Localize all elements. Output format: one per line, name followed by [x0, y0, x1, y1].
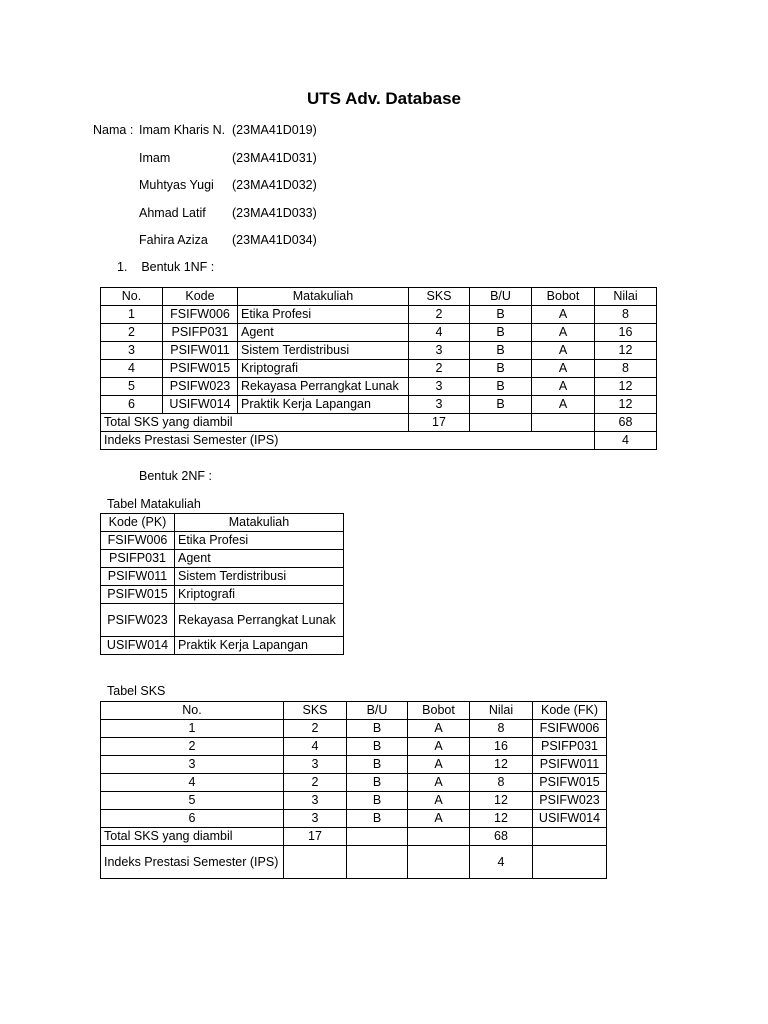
column-header: No.	[101, 288, 163, 306]
cell-bobot: A	[532, 306, 595, 324]
table-row	[101, 604, 344, 637]
cell-nilai: 8	[470, 774, 533, 792]
cell-bu: B	[347, 720, 408, 738]
column-header: B/U	[347, 702, 408, 720]
cell-no: 2	[101, 324, 163, 342]
total-label: Total SKS yang diambil	[101, 414, 409, 432]
cell-sks: 3	[284, 756, 347, 774]
column-header: Bobot	[408, 702, 470, 720]
ips-row	[101, 432, 657, 450]
cell-bu: B	[347, 810, 408, 828]
cell-bu: B	[347, 774, 408, 792]
cell-bu: B	[347, 792, 408, 810]
cell-kode: PSIFW015	[533, 774, 607, 792]
cell-kode: FSIFW006	[533, 720, 607, 738]
table-row	[101, 756, 607, 774]
cell-matakuliah: Kriptografi	[238, 360, 409, 378]
cell-kode: PSIFW023	[101, 604, 175, 637]
cell-nilai: 12	[470, 756, 533, 774]
table-row	[101, 774, 607, 792]
cell-no: 5	[101, 792, 284, 810]
column-header: Bobot	[532, 288, 595, 306]
cell-bobot: A	[408, 720, 470, 738]
cell-sks: 4	[409, 324, 470, 342]
table-row	[101, 342, 657, 360]
member-nim: (23MA41D034)	[232, 233, 317, 247]
cell-matakuliah: Sistem Terdistribusi	[175, 568, 344, 586]
table-row	[101, 360, 657, 378]
cell-no: 4	[101, 774, 284, 792]
column-header: Kode (PK)	[101, 514, 175, 532]
table-caption: Tabel SKS	[107, 684, 166, 698]
table-caption: Tabel Matakuliah	[107, 497, 201, 511]
total-nilai: 68	[595, 414, 657, 432]
cell-sks: 4	[284, 738, 347, 756]
column-header: Kode	[163, 288, 238, 306]
member-nim: (23MA41D032)	[232, 178, 317, 192]
table-row	[101, 550, 344, 568]
member-name: Imam	[139, 151, 171, 165]
cell-no: 3	[101, 756, 284, 774]
cell-matakuliah: Praktik Kerja Lapangan	[238, 396, 409, 414]
cell-matakuliah: Rekayasa Perrangkat Lunak	[175, 604, 344, 637]
empty-cell	[533, 828, 607, 846]
cell-kode: PSIFW011	[101, 568, 175, 586]
empty-cell	[347, 828, 408, 846]
table-row	[101, 396, 657, 414]
table-matakuliah	[100, 513, 344, 655]
cell-kode: PSIFW015	[101, 586, 175, 604]
cell-kode: PSIFW023	[163, 378, 238, 396]
cell-nilai: 8	[595, 306, 657, 324]
empty-cell	[408, 828, 470, 846]
cell-no: 6	[101, 396, 163, 414]
column-header: SKS	[284, 702, 347, 720]
cell-bobot: A	[408, 756, 470, 774]
cell-bu: B	[470, 378, 532, 396]
empty-cell	[532, 414, 595, 432]
cell-bu: B	[347, 756, 408, 774]
cell-sks: 2	[409, 306, 470, 324]
member-name: Fahira Aziza	[139, 233, 208, 247]
member-nim: (23MA41D033)	[232, 206, 317, 220]
table-header-row	[101, 702, 607, 720]
table-row	[101, 738, 607, 756]
cell-bobot: A	[532, 378, 595, 396]
cell-bobot: A	[408, 810, 470, 828]
cell-no: 6	[101, 810, 284, 828]
column-header: Nilai	[595, 288, 657, 306]
cell-sks: 3	[284, 792, 347, 810]
cell-bu: B	[470, 324, 532, 342]
cell-bu: B	[470, 360, 532, 378]
cell-bobot: A	[408, 738, 470, 756]
cell-sks: 2	[409, 360, 470, 378]
cell-kode: PSIFP031	[163, 324, 238, 342]
member-nim: (23MA41D031)	[232, 151, 317, 165]
table-row	[101, 532, 344, 550]
cell-sks: 3	[409, 396, 470, 414]
table-row	[101, 324, 657, 342]
table-header-row	[101, 514, 344, 532]
cell-kode: FSIFW006	[101, 532, 175, 550]
cell-sks: 2	[284, 720, 347, 738]
empty-cell	[470, 414, 532, 432]
cell-kode: USIFW014	[163, 396, 238, 414]
empty-cell	[533, 846, 607, 879]
cell-matakuliah: Sistem Terdistribusi	[238, 342, 409, 360]
document-title: UTS Adv. Database	[307, 89, 461, 108]
cell-no: 1	[101, 306, 163, 324]
table-row	[101, 792, 607, 810]
member-name: Muhtyas Yugi	[139, 178, 214, 192]
empty-cell	[408, 846, 470, 879]
empty-cell	[284, 846, 347, 879]
cell-nilai: 12	[595, 396, 657, 414]
cell-bobot: A	[532, 324, 595, 342]
column-header: Nilai	[470, 702, 533, 720]
member-nim: (23MA41D019)	[232, 123, 317, 137]
cell-bobot: A	[532, 396, 595, 414]
cell-nilai: 12	[595, 378, 657, 396]
cell-kode: FSIFW006	[163, 306, 238, 324]
cell-no: 3	[101, 342, 163, 360]
column-header: No.	[101, 702, 284, 720]
column-header: Kode (FK)	[533, 702, 607, 720]
table-1nf	[100, 287, 657, 450]
empty-cell	[347, 846, 408, 879]
member-name: Imam Kharis N.	[139, 123, 226, 137]
cell-nilai: 12	[595, 342, 657, 360]
cell-bobot: A	[532, 342, 595, 360]
cell-sks: 3	[284, 810, 347, 828]
cell-matakuliah: Praktik Kerja Lapangan	[175, 637, 344, 655]
column-header: Matakuliah	[175, 514, 344, 532]
column-header: Matakuliah	[238, 288, 409, 306]
total-row	[101, 828, 607, 846]
cell-sks: 3	[409, 378, 470, 396]
cell-nilai: 12	[470, 810, 533, 828]
cell-kode: PSIFW011	[163, 342, 238, 360]
total-sks: 17	[284, 828, 347, 846]
cell-kode: PSIFW015	[163, 360, 238, 378]
total-label: Total SKS yang diambil	[101, 828, 284, 846]
cell-kode: USIFW014	[533, 810, 607, 828]
cell-matakuliah: Etika Profesi	[238, 306, 409, 324]
table-row	[101, 306, 657, 324]
cell-sks: 2	[284, 774, 347, 792]
cell-no: 4	[101, 360, 163, 378]
column-header: B/U	[470, 288, 532, 306]
cell-bu: B	[347, 738, 408, 756]
cell-no: 5	[101, 378, 163, 396]
members-label: Nama :	[93, 123, 134, 137]
cell-kode: PSIFP031	[533, 738, 607, 756]
cell-matakuliah: Agent	[175, 550, 344, 568]
ips-label: Indeks Prestasi Semester (IPS)	[101, 846, 284, 879]
cell-kode: PSIFW023	[533, 792, 607, 810]
table-row	[101, 810, 607, 828]
cell-bobot: A	[408, 792, 470, 810]
cell-no: 2	[101, 738, 284, 756]
total-sks: 17	[409, 414, 470, 432]
table-row	[101, 720, 607, 738]
table-row	[101, 637, 344, 655]
member-name: Ahmad Latif	[139, 206, 206, 220]
cell-no: 1	[101, 720, 284, 738]
total-row	[101, 414, 657, 432]
cell-bu: B	[470, 306, 532, 324]
cell-kode: USIFW014	[101, 637, 175, 655]
ips-label: Indeks Prestasi Semester (IPS)	[101, 432, 595, 450]
table-row	[101, 586, 344, 604]
ips-row	[101, 846, 607, 879]
cell-bu: B	[470, 342, 532, 360]
ips-value: 4	[595, 432, 657, 450]
cell-bobot: A	[532, 360, 595, 378]
column-header: SKS	[409, 288, 470, 306]
cell-matakuliah: Etika Profesi	[175, 532, 344, 550]
cell-nilai: 16	[470, 738, 533, 756]
ips-value: 4	[470, 846, 533, 879]
table-row	[101, 378, 657, 396]
cell-bobot: A	[408, 774, 470, 792]
cell-matakuliah: Agent	[238, 324, 409, 342]
table-row	[101, 568, 344, 586]
cell-sks: 3	[409, 342, 470, 360]
cell-matakuliah: Rekayasa Perrangkat Lunak	[238, 378, 409, 396]
cell-kode: PSIFP031	[101, 550, 175, 568]
total-nilai: 68	[470, 828, 533, 846]
cell-nilai: 12	[470, 792, 533, 810]
cell-matakuliah: Kriptografi	[175, 586, 344, 604]
cell-bu: B	[470, 396, 532, 414]
cell-nilai: 8	[595, 360, 657, 378]
cell-nilai: 16	[595, 324, 657, 342]
section-heading-1nf: 1. Bentuk 1NF :	[117, 260, 215, 274]
table-sks	[100, 701, 607, 879]
cell-nilai: 8	[470, 720, 533, 738]
table-header-row	[101, 288, 657, 306]
section-heading-2nf: Bentuk 2NF :	[139, 469, 212, 483]
cell-kode: PSIFW011	[533, 756, 607, 774]
